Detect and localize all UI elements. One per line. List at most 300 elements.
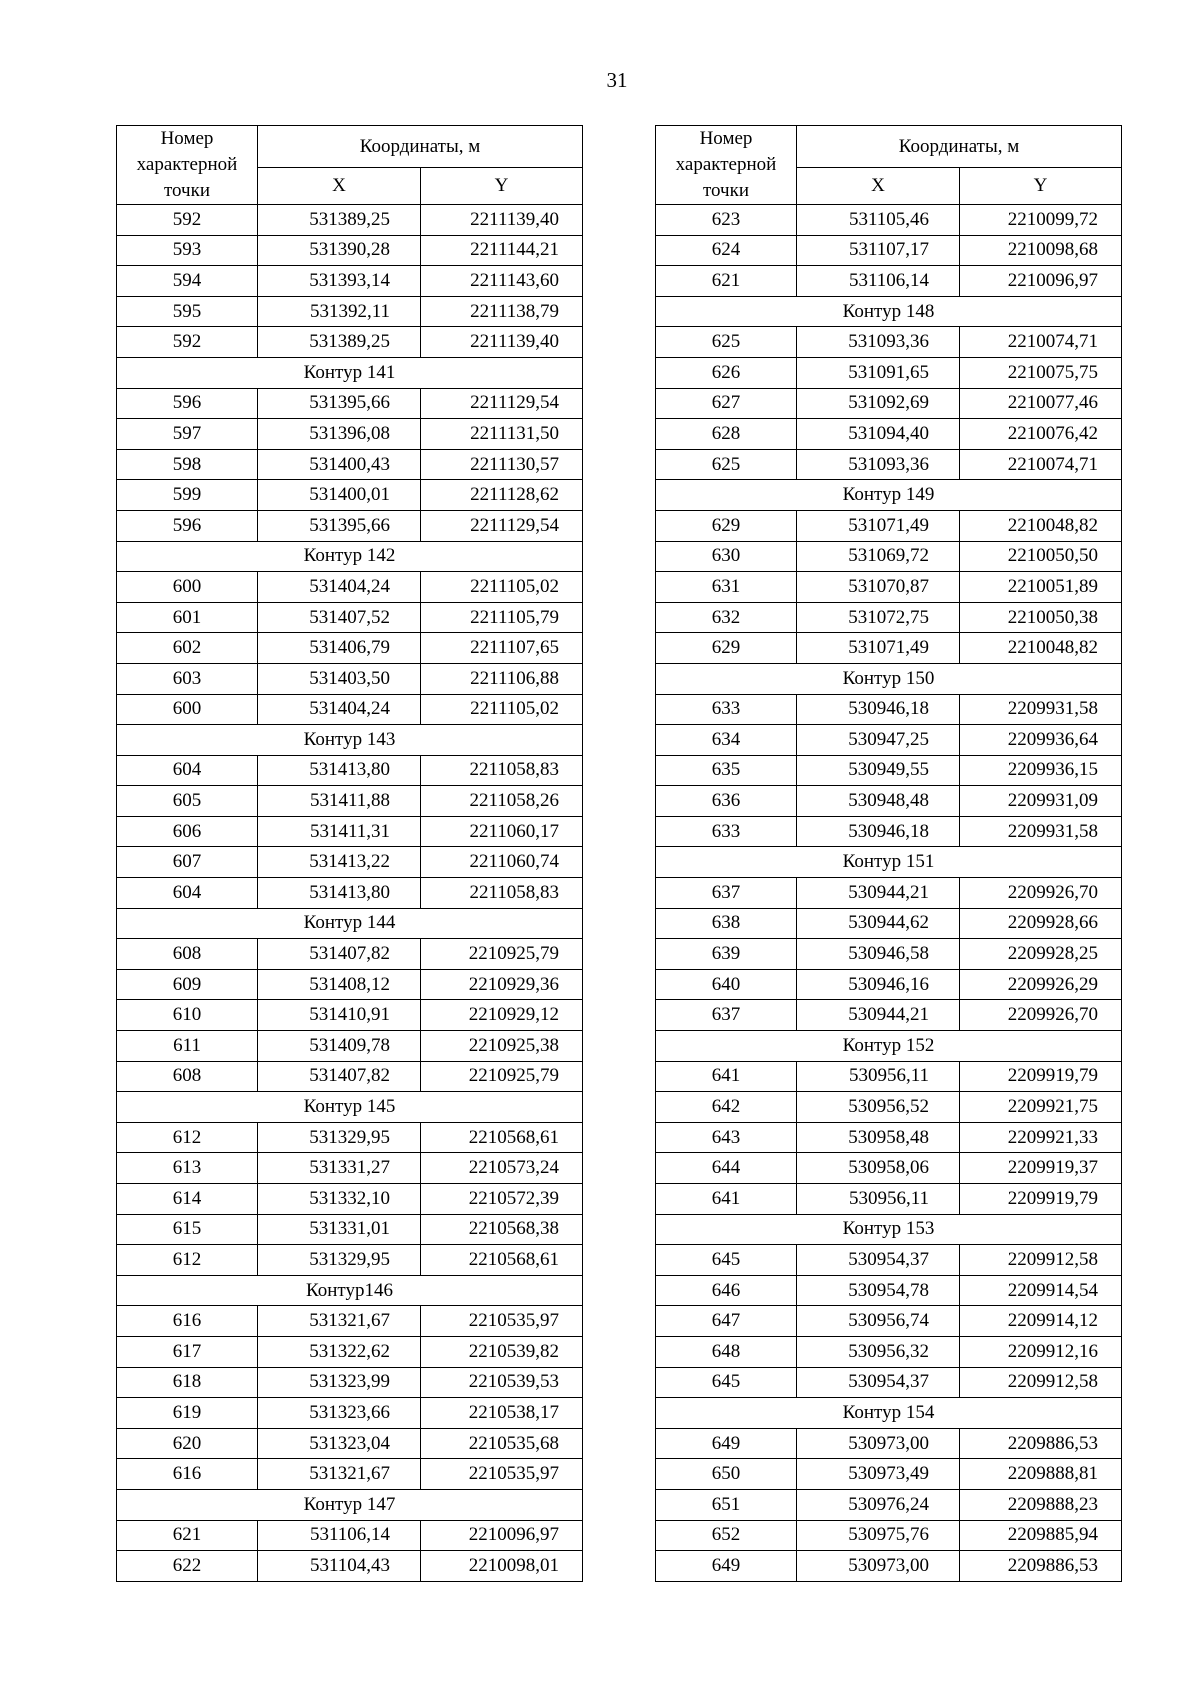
point-number-cell: 617 [117, 1336, 258, 1367]
y-coordinate-cell: 2210538,17 [421, 1398, 583, 1429]
table-row [117, 1000, 583, 1031]
table-row [117, 419, 583, 450]
point-number-cell: 640 [656, 969, 797, 1000]
point-number-cell: 596 [117, 510, 258, 541]
x-coordinate-cell: 531323,04 [258, 1428, 421, 1459]
point-number-cell: 628 [656, 419, 797, 450]
y-coordinate-cell: 2211058,83 [421, 878, 583, 909]
table-row [117, 1184, 583, 1215]
point-number-cell: 622 [117, 1551, 258, 1582]
y-coordinate-cell: 2210568,38 [421, 1214, 583, 1245]
table-row [117, 1214, 583, 1245]
contour-row [656, 1031, 1122, 1062]
point-number-cell: 629 [656, 510, 797, 541]
table-row [656, 1551, 1122, 1582]
point-number-cell: 634 [656, 725, 797, 756]
x-coordinate-cell: 531329,95 [258, 1122, 421, 1153]
y-coordinate-cell: 2211058,83 [421, 755, 583, 786]
y-coordinate-cell: 2210096,97 [421, 1520, 583, 1551]
y-coordinate-cell: 2209936,64 [960, 725, 1122, 756]
point-number-cell: 594 [117, 266, 258, 297]
point-number-cell: 595 [117, 296, 258, 327]
point-number-cell: 593 [117, 235, 258, 266]
table-row [117, 388, 583, 419]
table-row [656, 541, 1122, 572]
x-coordinate-cell: 531321,67 [258, 1459, 421, 1490]
table-row [656, 1428, 1122, 1459]
y-coordinate-cell: 2209888,81 [960, 1459, 1122, 1490]
y-coordinate-cell: 2211106,88 [421, 663, 583, 694]
table-row [117, 1459, 583, 1490]
point-number-cell: 651 [656, 1489, 797, 1520]
x-coordinate-cell: 531393,14 [258, 266, 421, 297]
x-coordinate-cell: 531094,40 [797, 419, 960, 450]
point-number-cell: 596 [117, 388, 258, 419]
x-coordinate-cell: 531392,11 [258, 296, 421, 327]
x-coordinate-cell: 531072,75 [797, 602, 960, 633]
table-row [656, 1275, 1122, 1306]
table-row [117, 847, 583, 878]
table-row [117, 510, 583, 541]
point-number-cell: 621 [656, 266, 797, 297]
point-number-cell: 608 [117, 1061, 258, 1092]
table-row [656, 266, 1122, 297]
y-coordinate-cell: 2209885,94 [960, 1520, 1122, 1551]
table-row [656, 633, 1122, 664]
x-coordinate-cell: 530956,32 [797, 1336, 960, 1367]
x-coordinate-cell: 530956,11 [797, 1184, 960, 1215]
x-coordinate-cell: 530954,37 [797, 1245, 960, 1276]
table-row [117, 1031, 583, 1062]
y-coordinate-cell: 2211138,79 [421, 296, 583, 327]
y-coordinate-cell: 2210925,38 [421, 1031, 583, 1062]
table-row [656, 755, 1122, 786]
x-coordinate-cell: 531389,25 [258, 327, 421, 358]
header-point-number: Номер характерной точки [656, 126, 797, 205]
y-coordinate-cell: 2209919,79 [960, 1061, 1122, 1092]
header-x: X [797, 168, 960, 205]
contour-row [117, 725, 583, 756]
y-coordinate-cell: 2209912,58 [960, 1367, 1122, 1398]
table-row [656, 449, 1122, 480]
table-row [117, 786, 583, 817]
y-coordinate-cell: 2210572,39 [421, 1184, 583, 1215]
x-coordinate-cell: 530946,16 [797, 969, 960, 1000]
table-row [656, 694, 1122, 725]
y-coordinate-cell: 2210535,68 [421, 1428, 583, 1459]
table-row [656, 1520, 1122, 1551]
table-row [656, 388, 1122, 419]
table-row [117, 1428, 583, 1459]
table-row [656, 1306, 1122, 1337]
point-number-cell: 608 [117, 939, 258, 970]
contour-label: Контур 141 [117, 357, 583, 388]
point-number-cell: 613 [117, 1153, 258, 1184]
table-row [117, 878, 583, 909]
point-number-cell: 611 [117, 1031, 258, 1062]
point-number-cell: 626 [656, 357, 797, 388]
x-coordinate-cell: 531071,49 [797, 633, 960, 664]
table-row [117, 1367, 583, 1398]
x-coordinate-cell: 531069,72 [797, 541, 960, 572]
x-coordinate-cell: 531400,01 [258, 480, 421, 511]
y-coordinate-cell: 2209912,16 [960, 1336, 1122, 1367]
contour-label: Контур 144 [117, 908, 583, 939]
table-row [656, 357, 1122, 388]
point-number-cell: 650 [656, 1459, 797, 1490]
table-row [656, 878, 1122, 909]
table-row [117, 205, 583, 236]
table-row [656, 602, 1122, 633]
table-row [656, 1336, 1122, 1367]
point-number-cell: 614 [117, 1184, 258, 1215]
contour-row [656, 847, 1122, 878]
y-coordinate-cell: 2210048,82 [960, 633, 1122, 664]
table-row [117, 449, 583, 480]
x-coordinate-cell: 531091,65 [797, 357, 960, 388]
x-coordinate-cell: 530973,49 [797, 1459, 960, 1490]
point-number-cell: 632 [656, 602, 797, 633]
x-coordinate-cell: 530944,21 [797, 1000, 960, 1031]
point-number-cell: 645 [656, 1245, 797, 1276]
contour-row [117, 1489, 583, 1520]
contour-label: Контур 145 [117, 1092, 583, 1123]
point-number-cell: 649 [656, 1551, 797, 1582]
contour-row [117, 1092, 583, 1123]
x-coordinate-cell: 531390,28 [258, 235, 421, 266]
y-coordinate-cell: 2210075,75 [960, 357, 1122, 388]
x-coordinate-cell: 531071,49 [797, 510, 960, 541]
y-coordinate-cell: 2211130,57 [421, 449, 583, 480]
table-row [117, 235, 583, 266]
x-coordinate-cell: 531407,52 [258, 602, 421, 633]
y-coordinate-cell: 2210929,36 [421, 969, 583, 1000]
table-row [117, 266, 583, 297]
y-coordinate-cell: 2210077,46 [960, 388, 1122, 419]
point-number-cell: 637 [656, 1000, 797, 1031]
y-coordinate-cell: 2210925,79 [421, 939, 583, 970]
table-row [117, 1398, 583, 1429]
contour-label: Контур146 [117, 1275, 583, 1306]
x-coordinate-cell: 531105,46 [797, 205, 960, 236]
point-number-cell: 599 [117, 480, 258, 511]
point-number-cell: 647 [656, 1306, 797, 1337]
point-number-cell: 615 [117, 1214, 258, 1245]
table-row [656, 908, 1122, 939]
contour-label: Контур 147 [117, 1489, 583, 1520]
point-number-cell: 605 [117, 786, 258, 817]
contour-label: Контур 151 [656, 847, 1122, 878]
point-number-cell: 625 [656, 327, 797, 358]
y-coordinate-cell: 2210074,71 [960, 449, 1122, 480]
x-coordinate-cell: 531323,66 [258, 1398, 421, 1429]
point-number-cell: 644 [656, 1153, 797, 1184]
y-coordinate-cell: 2209886,53 [960, 1428, 1122, 1459]
point-number-cell: 649 [656, 1428, 797, 1459]
x-coordinate-cell: 531403,50 [258, 663, 421, 694]
y-coordinate-cell: 2211144,21 [421, 235, 583, 266]
coordinates-table-right [655, 125, 1122, 1582]
x-coordinate-cell: 530956,74 [797, 1306, 960, 1337]
y-coordinate-cell: 2210925,79 [421, 1061, 583, 1092]
table-row [656, 510, 1122, 541]
y-coordinate-cell: 2209921,75 [960, 1092, 1122, 1123]
y-coordinate-cell: 2210098,68 [960, 235, 1122, 266]
table-row [117, 572, 583, 603]
table-row [117, 1061, 583, 1092]
table-row [656, 235, 1122, 266]
contour-label: Контур 152 [656, 1031, 1122, 1062]
point-number-cell: 638 [656, 908, 797, 939]
y-coordinate-cell: 2210050,38 [960, 602, 1122, 633]
point-number-cell: 592 [117, 205, 258, 236]
point-number-cell: 600 [117, 694, 258, 725]
y-coordinate-cell: 2209931,58 [960, 816, 1122, 847]
table-row [117, 1551, 583, 1582]
point-number-cell: 643 [656, 1122, 797, 1153]
table-row [656, 939, 1122, 970]
point-number-cell: 652 [656, 1520, 797, 1551]
point-number-cell: 616 [117, 1459, 258, 1490]
table-row [117, 816, 583, 847]
table-row [656, 816, 1122, 847]
point-number-cell: 624 [656, 235, 797, 266]
point-number-cell: 612 [117, 1245, 258, 1276]
point-number-cell: 618 [117, 1367, 258, 1398]
contour-label: Контур 142 [117, 541, 583, 572]
x-coordinate-cell: 531404,24 [258, 572, 421, 603]
point-number-cell: 609 [117, 969, 258, 1000]
y-coordinate-cell: 2209928,25 [960, 939, 1122, 970]
point-number-cell: 630 [656, 541, 797, 572]
y-coordinate-cell: 2211060,17 [421, 816, 583, 847]
point-number-cell: 631 [656, 572, 797, 603]
point-number-cell: 619 [117, 1398, 258, 1429]
table-row [656, 786, 1122, 817]
y-coordinate-cell: 2209886,53 [960, 1551, 1122, 1582]
x-coordinate-cell: 530973,00 [797, 1551, 960, 1582]
point-number-cell: 602 [117, 633, 258, 664]
point-number-cell: 645 [656, 1367, 797, 1398]
point-number-cell: 598 [117, 449, 258, 480]
x-coordinate-cell: 530958,06 [797, 1153, 960, 1184]
y-coordinate-cell: 2210539,53 [421, 1367, 583, 1398]
contour-label: Контур 154 [656, 1398, 1122, 1429]
coordinates-table-left [116, 125, 583, 1582]
y-coordinate-cell: 2209926,70 [960, 1000, 1122, 1031]
x-coordinate-cell: 530946,18 [797, 694, 960, 725]
x-coordinate-cell: 530948,48 [797, 786, 960, 817]
x-coordinate-cell: 531413,80 [258, 878, 421, 909]
y-coordinate-cell: 2211058,26 [421, 786, 583, 817]
contour-row [117, 1275, 583, 1306]
point-number-cell: 621 [117, 1520, 258, 1551]
table-row [117, 663, 583, 694]
y-coordinate-cell: 2211105,02 [421, 572, 583, 603]
table-row [656, 572, 1122, 603]
contour-row [656, 1398, 1122, 1429]
table-row [117, 694, 583, 725]
point-number-cell: 635 [656, 755, 797, 786]
x-coordinate-cell: 531407,82 [258, 1061, 421, 1092]
point-number-cell: 639 [656, 939, 797, 970]
table-row [656, 969, 1122, 1000]
table-row [656, 1245, 1122, 1276]
x-coordinate-cell: 531395,66 [258, 388, 421, 419]
x-coordinate-cell: 531408,12 [258, 969, 421, 1000]
x-coordinate-cell: 530949,55 [797, 755, 960, 786]
y-coordinate-cell: 2209921,33 [960, 1122, 1122, 1153]
point-number-cell: 642 [656, 1092, 797, 1123]
table-row [117, 296, 583, 327]
y-coordinate-cell: 2209926,29 [960, 969, 1122, 1000]
y-coordinate-cell: 2211060,74 [421, 847, 583, 878]
contour-row [117, 357, 583, 388]
table-row [656, 1153, 1122, 1184]
x-coordinate-cell: 530947,25 [797, 725, 960, 756]
table-row [656, 1459, 1122, 1490]
table-row [117, 1520, 583, 1551]
table-row [656, 1122, 1122, 1153]
x-coordinate-cell: 531093,36 [797, 449, 960, 480]
y-coordinate-cell: 2209936,15 [960, 755, 1122, 786]
y-coordinate-cell: 2211107,65 [421, 633, 583, 664]
point-number-cell: 606 [117, 816, 258, 847]
point-number-cell: 625 [656, 449, 797, 480]
y-coordinate-cell: 2210535,97 [421, 1459, 583, 1490]
table-body [656, 205, 1122, 1582]
y-coordinate-cell: 2209919,79 [960, 1184, 1122, 1215]
contour-label: Контур 148 [656, 296, 1122, 327]
x-coordinate-cell: 530973,00 [797, 1428, 960, 1459]
table-row [656, 1000, 1122, 1031]
table-row [117, 969, 583, 1000]
y-coordinate-cell: 2209914,12 [960, 1306, 1122, 1337]
y-coordinate-cell: 2210098,01 [421, 1551, 583, 1582]
y-coordinate-cell: 2209931,58 [960, 694, 1122, 725]
table-row [117, 1306, 583, 1337]
x-coordinate-cell: 531092,69 [797, 388, 960, 419]
x-coordinate-cell: 531407,82 [258, 939, 421, 970]
contour-row [117, 908, 583, 939]
x-coordinate-cell: 530975,76 [797, 1520, 960, 1551]
x-coordinate-cell: 531409,78 [258, 1031, 421, 1062]
y-coordinate-cell: 2209912,58 [960, 1245, 1122, 1276]
y-coordinate-cell: 2209888,23 [960, 1489, 1122, 1520]
point-number-cell: 646 [656, 1275, 797, 1306]
x-coordinate-cell: 531389,25 [258, 205, 421, 236]
point-number-cell: 636 [656, 786, 797, 817]
point-number-cell: 603 [117, 663, 258, 694]
x-coordinate-cell: 531321,67 [258, 1306, 421, 1337]
y-coordinate-cell: 2211128,62 [421, 480, 583, 511]
x-coordinate-cell: 531404,24 [258, 694, 421, 725]
table-row [117, 1245, 583, 1276]
point-number-cell: 601 [117, 602, 258, 633]
point-number-cell: 633 [656, 694, 797, 725]
x-coordinate-cell: 530956,11 [797, 1061, 960, 1092]
x-coordinate-cell: 530946,18 [797, 816, 960, 847]
y-coordinate-cell: 2210051,89 [960, 572, 1122, 603]
x-coordinate-cell: 531331,01 [258, 1214, 421, 1245]
y-coordinate-cell: 2211129,54 [421, 510, 583, 541]
contour-row [656, 480, 1122, 511]
x-coordinate-cell: 530954,78 [797, 1275, 960, 1306]
table-row [656, 1092, 1122, 1123]
x-coordinate-cell: 531411,31 [258, 816, 421, 847]
table-row [117, 1122, 583, 1153]
x-coordinate-cell: 531406,79 [258, 633, 421, 664]
table-row [117, 939, 583, 970]
point-number-cell: 592 [117, 327, 258, 358]
y-coordinate-cell: 2210568,61 [421, 1122, 583, 1153]
x-coordinate-cell: 530946,58 [797, 939, 960, 970]
contour-label: Контур 150 [656, 663, 1122, 694]
point-number-cell: 600 [117, 572, 258, 603]
header-point-number: Номер характерной точки [117, 126, 258, 205]
y-coordinate-cell: 2211105,79 [421, 602, 583, 633]
point-number-cell: 641 [656, 1184, 797, 1215]
x-coordinate-cell: 531413,80 [258, 755, 421, 786]
table-row [117, 633, 583, 664]
y-coordinate-cell: 2210568,61 [421, 1245, 583, 1276]
y-coordinate-cell: 2209919,37 [960, 1153, 1122, 1184]
point-number-cell: 620 [117, 1428, 258, 1459]
table-row [656, 327, 1122, 358]
x-coordinate-cell: 531410,91 [258, 1000, 421, 1031]
table-row [117, 480, 583, 511]
x-coordinate-cell: 531322,62 [258, 1336, 421, 1367]
table-row [656, 1184, 1122, 1215]
header-y: Y [421, 168, 583, 205]
y-coordinate-cell: 2209914,54 [960, 1275, 1122, 1306]
table-row [656, 419, 1122, 450]
y-coordinate-cell: 2210535,97 [421, 1306, 583, 1337]
point-number-cell: 623 [656, 205, 797, 236]
x-coordinate-cell: 531070,87 [797, 572, 960, 603]
table-row [117, 1336, 583, 1367]
header-coordinates: Координаты, м [258, 126, 583, 168]
x-coordinate-cell: 530944,62 [797, 908, 960, 939]
table-row [117, 1153, 583, 1184]
point-number-cell: 604 [117, 755, 258, 786]
contour-label: Контур 143 [117, 725, 583, 756]
y-coordinate-cell: 2210076,42 [960, 419, 1122, 450]
y-coordinate-cell: 2210048,82 [960, 510, 1122, 541]
table-row [117, 327, 583, 358]
point-number-cell: 627 [656, 388, 797, 419]
y-coordinate-cell: 2209926,70 [960, 878, 1122, 909]
x-coordinate-cell: 531400,43 [258, 449, 421, 480]
point-number-cell: 616 [117, 1306, 258, 1337]
x-coordinate-cell: 530976,24 [797, 1489, 960, 1520]
contour-row [656, 663, 1122, 694]
point-number-cell: 637 [656, 878, 797, 909]
y-coordinate-cell: 2210074,71 [960, 327, 1122, 358]
x-coordinate-cell: 531413,22 [258, 847, 421, 878]
contour-row [117, 541, 583, 572]
y-coordinate-cell: 2210050,50 [960, 541, 1122, 572]
x-coordinate-cell: 531332,10 [258, 1184, 421, 1215]
table-row [656, 725, 1122, 756]
x-coordinate-cell: 531106,14 [258, 1520, 421, 1551]
point-number-cell: 612 [117, 1122, 258, 1153]
point-number-cell: 629 [656, 633, 797, 664]
table-row [656, 1061, 1122, 1092]
contour-label: Контур 149 [656, 480, 1122, 511]
x-coordinate-cell: 531323,99 [258, 1367, 421, 1398]
point-number-cell: 641 [656, 1061, 797, 1092]
